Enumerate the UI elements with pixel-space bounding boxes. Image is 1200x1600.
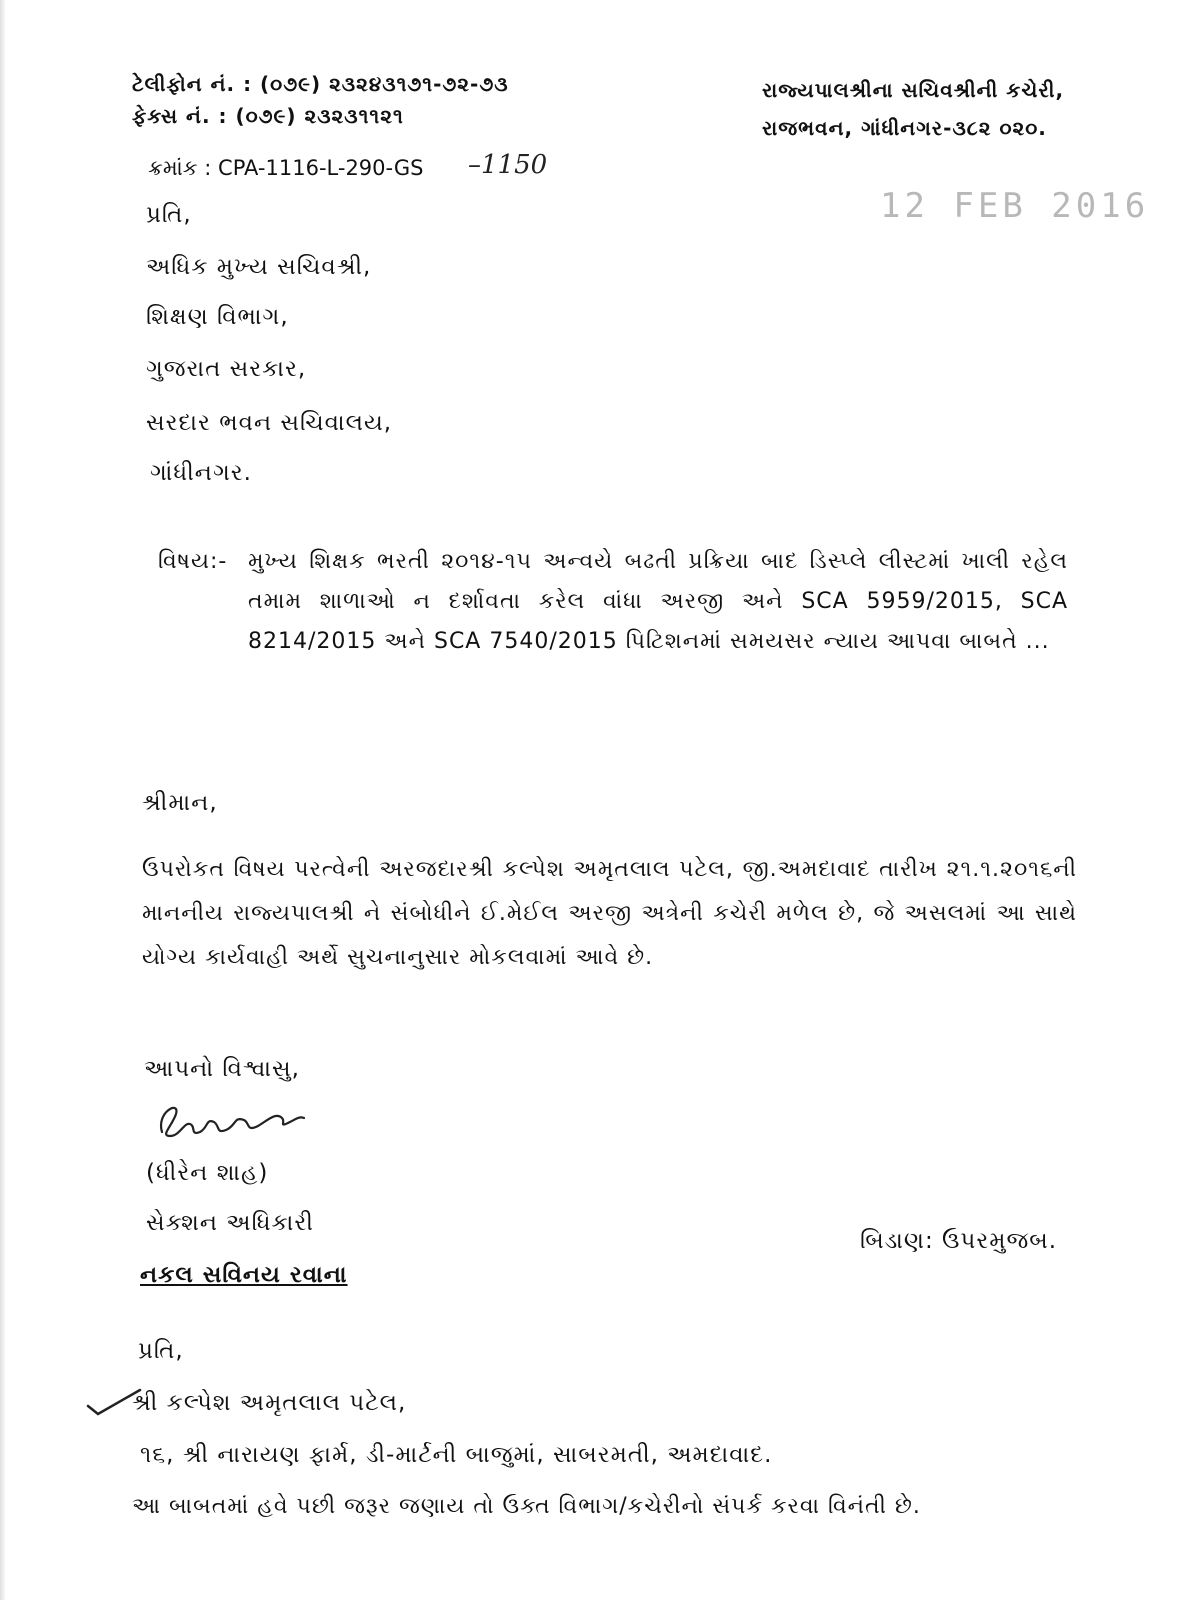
body-paragraph: ઉપરોકત વિષય પરત્વેની અરજદારશ્રી કલ્પેશ અમૃતલાલ પટેલ, જી.અમદાવાદ તારીખ ૨૧.૧.૨૦૧૬ની માનનીય રાજ્યપાલશ્રી ને સંબોધીને ઈ.મેઈલ અરજી અત્રેની કચેરી મળેલ છે, જે અસલમાં આ સાથે યોગ્ય કાર્યવાહી અર્થે સુચનાનુસાર મોકલવામાં આવે છે. [142,857,1077,970]
recipient-line: ગુજરાત સરકાર, [146,356,307,382]
reference-number: ક્રમાંક : CPA-1116-L-290-GS [148,156,424,180]
scan-edge [0,0,6,1600]
recipient-prati: પ્રતિ, [146,202,192,228]
copy-heading: નકલ સવિનય રવાના [140,1262,348,1288]
copy-to-prati: પ્રતિ, [138,1338,184,1364]
copy-to-name: શ્રી કલ્પેશ અમૃતલાલ પટેલ, [132,1390,407,1416]
closing: આપનો વિશ્વાસુ, [144,1056,300,1082]
fax-line: ફેક્સ નં. : (૦૭૯) ૨૩૨૩૧૧૨૧ [132,104,404,128]
recipient-line: સરદાર ભવન સચિવાલય, [146,410,393,436]
subject-label: વિષય:- [158,549,228,574]
handwritten-ref-suffix: –1150 [468,150,548,180]
recipient-line: શિક્ષણ વિભાગ, [146,304,289,330]
recipient-line: ગાંધીનગર. [150,460,252,486]
subject-block [158,542,1078,662]
signatory-name: (ધીરેન શાહ) [146,1160,269,1186]
office-name: રાજ્યપાલશ્રીના સચિવશ્રીની કચેરી, [762,78,1065,102]
signatory-designation: સેક્શન અધિકારી [146,1210,314,1236]
office-address: રાજભવન, ગાંધીનગર-૩૮૨ ૦૨૦. [762,116,1047,140]
subject-text: મુખ્ય શિક્ષક ભરતી ૨૦૧૪-૧૫ અન્વયે બઢતી પ્રક્રિયા બાદ ડિસ્પ્લે લીસ્ટમાં ખાલી રહેલ તમામ શાળાઓ ન દર્શાવતા કરેલ વાંધા અરજી અને SCA 5959/2015, SCA 8214/2015 અને SCA 7540/2015 પિટિશનમાં સમયસર ન્યાય આપવા બાબતે ... [248,549,1068,654]
copy-to-note: આ બાબતમાં હવે પછી જરૂર જણાય તો ઉક્ત વિભાગ/કચેરીનો સંપર્ક કરવા વિનંતી છે. [132,1494,921,1519]
copy-to-address: ૧૬, શ્રી નારાયણ ફાર્મ, ડી-માર્ટની બાજુમાં, સાબરમતી, અમદાવાદ. [140,1442,773,1468]
telephone-line: ટેલીફોન નં. : (૦૭૯) ૨૩૨૪૩૧૭૧-૭૨-૭૩ [132,72,509,96]
date-stamp: 12 FEB 2016 [880,186,1150,226]
recipient-line: અધિક મુખ્ય સચિવશ્રી, [146,254,372,280]
signature-scribble [150,1092,310,1152]
salutation: શ્રીમાન, [142,790,218,816]
enclosure-note: બિડાણ: ઉપરમુજબ. [860,1228,1058,1254]
